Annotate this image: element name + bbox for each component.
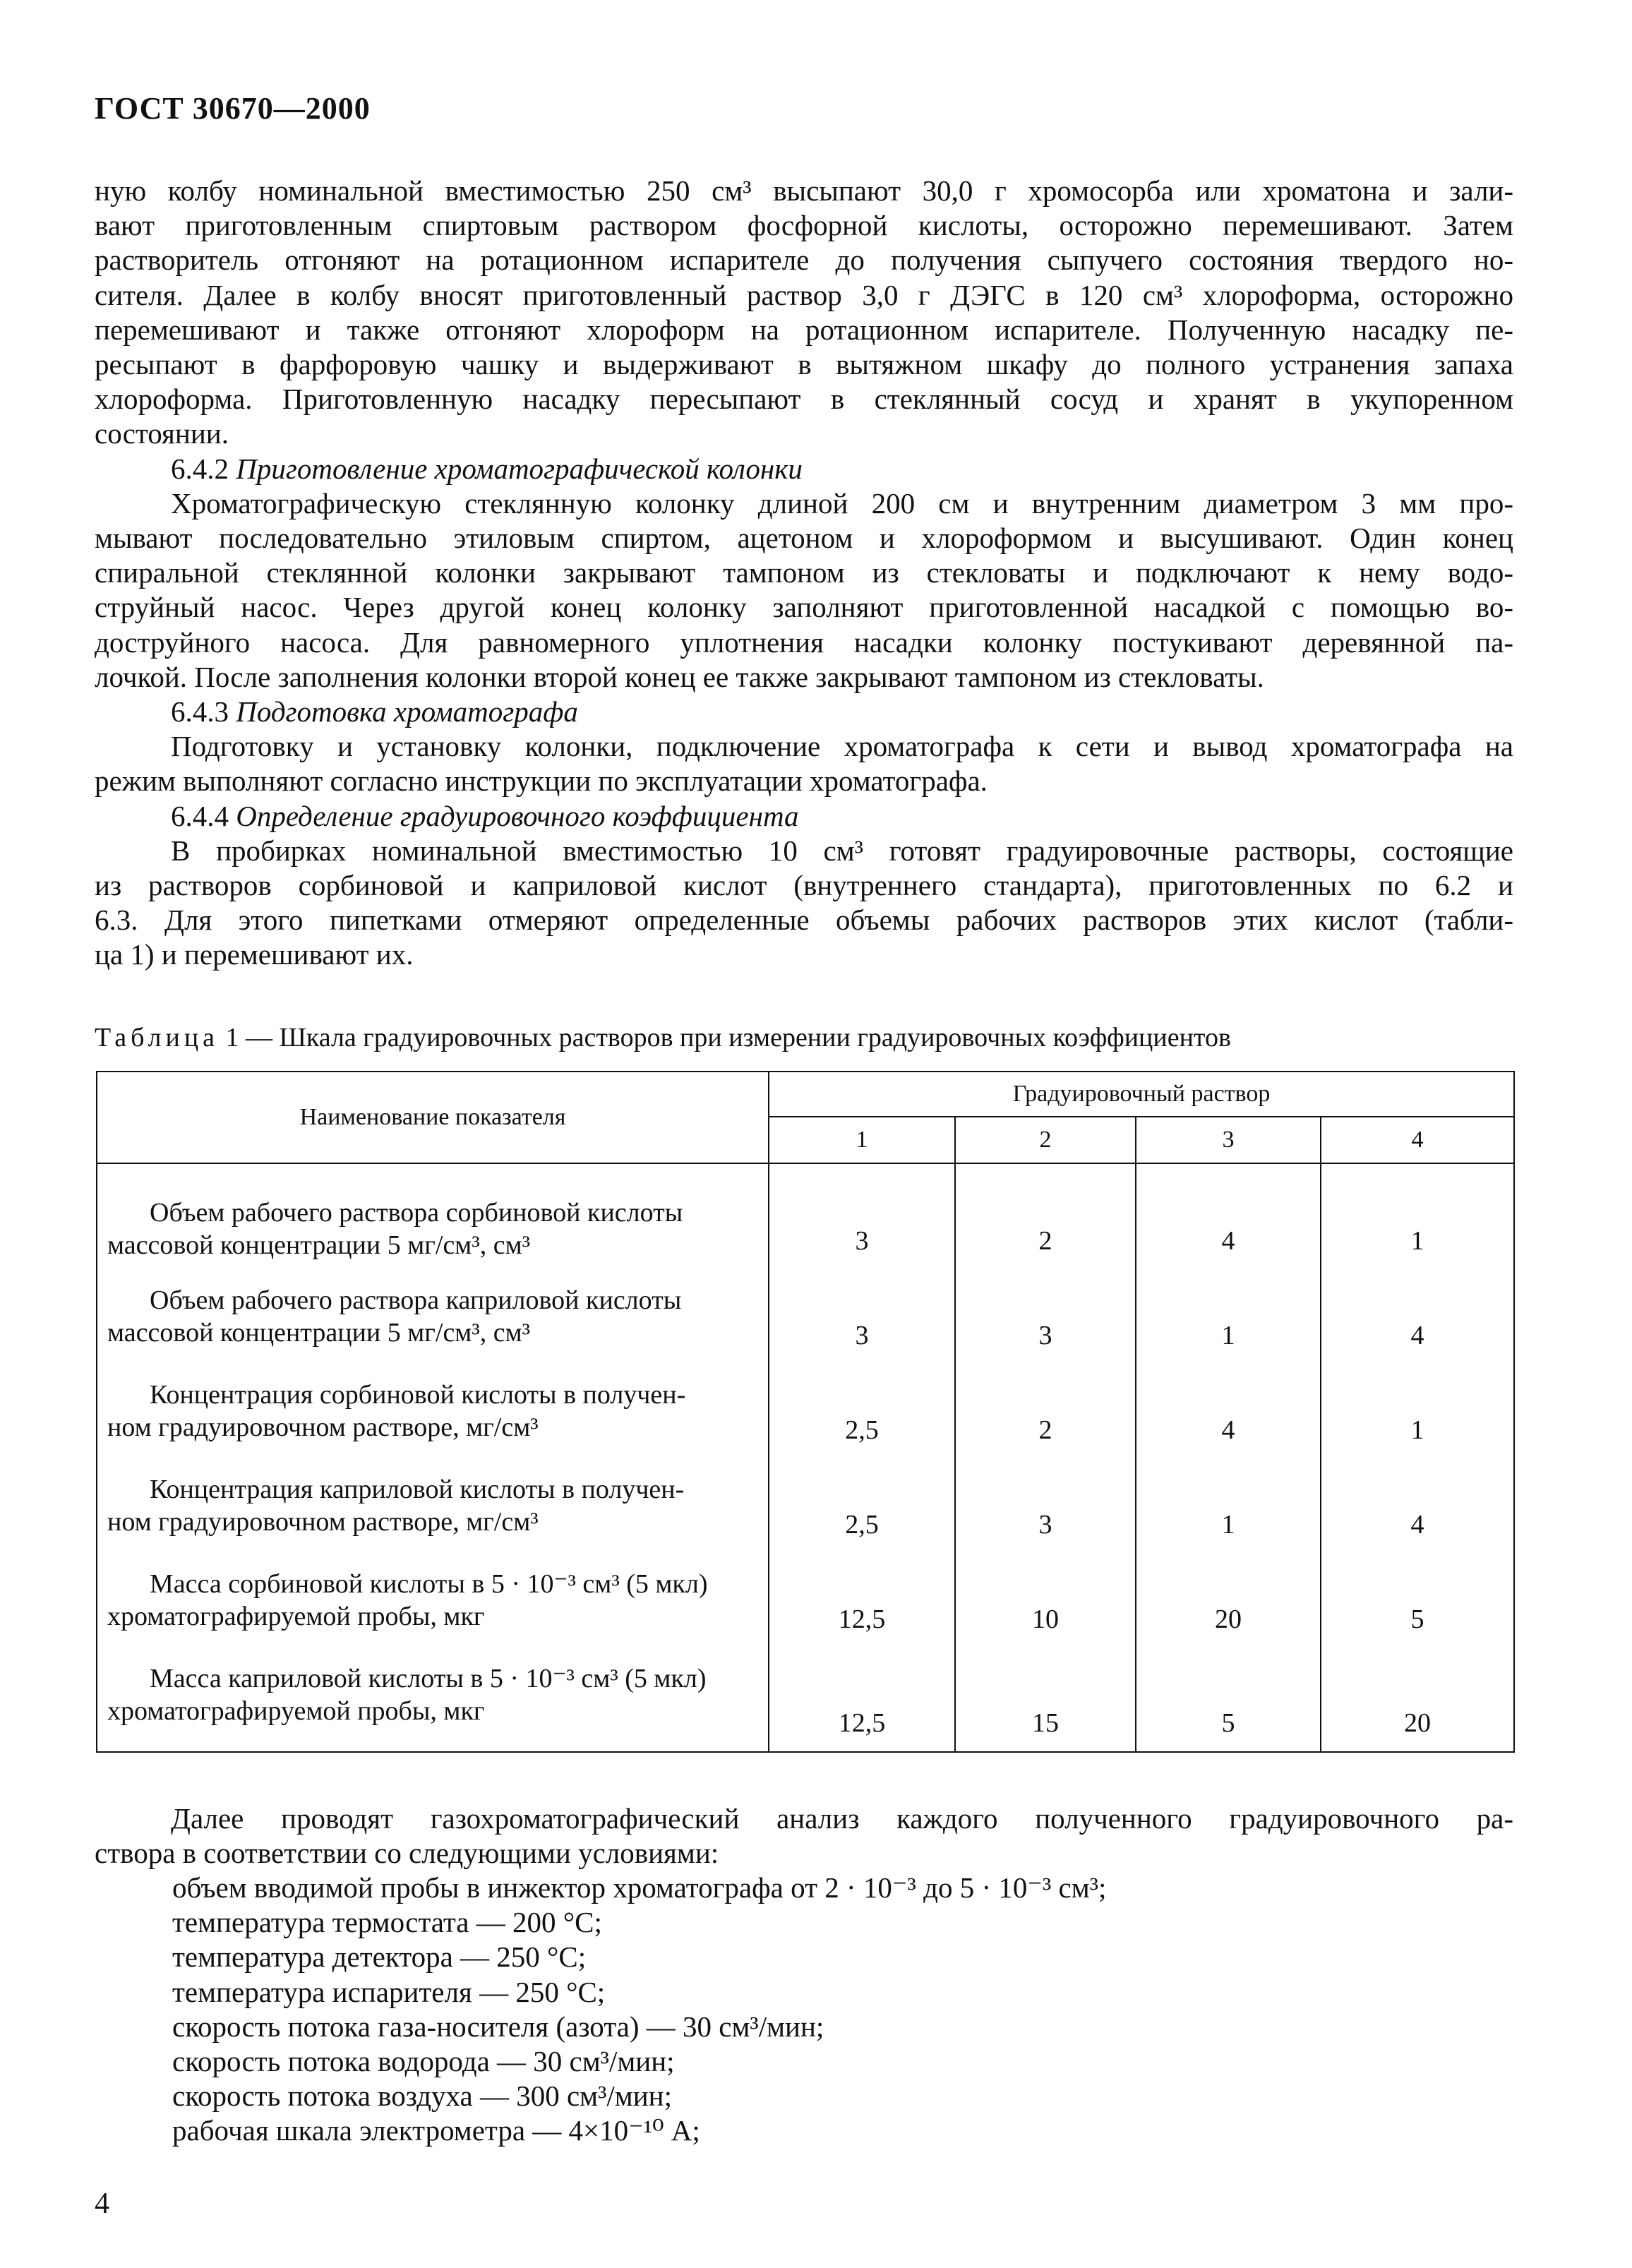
- section-heading-6-4-3: [95, 695, 1513, 729]
- table-row: [97, 1553, 1514, 1648]
- table-cell: 2,5: [769, 1458, 955, 1553]
- table-cell: 2,5: [769, 1364, 955, 1458]
- table-row: [97, 1269, 1514, 1364]
- text-line: ную колбу номинальной вместимостью 250 см³ высыпают 30,0 г хромосорба или хроматона и зали-: [95, 174, 1513, 207]
- parameter-name: Концентрация сорбиновой кислоты в получен- ном градуировочном растворе, мг/см³: [97, 1364, 769, 1458]
- table-caption-number: 1: [225, 1023, 239, 1052]
- text-line: режим выполняют согласно инструкции по эксплуатации хроматографа.: [95, 764, 988, 798]
- table-cell: 20: [1136, 1553, 1321, 1648]
- parameter-name: Объем рабочего раствора каприловой кислоты массовой концентрации 5 мг/см³, см³: [97, 1269, 769, 1364]
- section-title: Подготовка хроматографа: [236, 695, 578, 728]
- text-line: растворитель отгоняют на ротационном испарителе до получения сыпучего состояния твердого но-: [95, 244, 1513, 277]
- calibration-table: [96, 1071, 1515, 1753]
- text-line: струйный насос. Через другой конец колонку заполняют приготовленной насадкой с помощью во-: [95, 591, 1513, 624]
- text-line: мывают последовательно этиловым спиртом, ацетоном и хлороформом и высушивают. Один конец: [95, 522, 1513, 555]
- text-line: Далее проводят газохроматографический анализ каждого полученного градуировочного ра-: [171, 1802, 1513, 1835]
- table-cell: 4: [1321, 1269, 1514, 1364]
- condition-item: температура термостата — 200 °С;: [172, 1906, 602, 1939]
- text-line: 6.3. Для этого пипетками отмеряют определенные объемы рабочих растворов этих кислот (табли-: [95, 904, 1513, 937]
- header-column-3: 3: [1136, 1117, 1321, 1163]
- text-line: ресыпают в фарфоровую чашку и выдерживают в вытяжном шкафу до полного устранения запаха: [95, 348, 1513, 381]
- header-column-4: 4: [1321, 1117, 1514, 1163]
- document-header: ГОСТ 30670—2000: [95, 91, 371, 126]
- text-line: створа в соответствии со следующими условиями:: [95, 1837, 719, 1870]
- text-line: из растворов сорбиновой и каприловой кислот (внутреннего стандарта), приготовленных по 6.2 и: [95, 869, 1513, 902]
- table-cell: 2: [955, 1364, 1136, 1458]
- section-title: Определение градуировочного коэффициента: [236, 799, 799, 832]
- table-cell: 12,5: [769, 1648, 955, 1752]
- table-caption-text: — Шкала градуировочных растворов при измерении градуировочных коэффициентов: [246, 1023, 1231, 1052]
- text-line: В пробирках номинальной вместимостью 10 см³ готовят градуировочные растворы, состоящие: [171, 834, 1513, 867]
- text-line: спиральной стеклянной колонки закрывают тампоном из стекловаты и подключают к нему водо-: [95, 556, 1513, 589]
- table-cell: 15: [955, 1648, 1136, 1752]
- parameter-name: Масса каприловой кислоты в 5 · 10⁻³ см³ (5 мкл) хроматографируемой пробы, мкг: [97, 1648, 769, 1752]
- condition-item: рабочая шкала электрометра — 4×10⁻¹⁰ А;: [172, 2114, 700, 2147]
- table-row: [97, 1364, 1514, 1458]
- table-cell: 1: [1136, 1269, 1321, 1364]
- table-cell: 4: [1136, 1364, 1321, 1458]
- table-cell: 3: [955, 1458, 1136, 1553]
- table-caption-word: Таблица: [95, 1023, 220, 1052]
- condition-item: температура испарителя — 250 °С;: [172, 1975, 606, 2008]
- page-number: 4: [95, 2188, 109, 2220]
- condition-item: объем вводимой пробы в инжектор хроматографа от 2 · 10⁻³ до 5 · 10⁻³ см³;: [172, 1871, 1107, 1904]
- parameter-name: Масса сорбиновой кислоты в 5 · 10⁻³ см³ (5 мкл) хроматографируемой пробы, мкг: [97, 1553, 769, 1648]
- condition-item: скорость потока газа-носителя (азота) — 30 см³/мин;: [172, 2010, 824, 2043]
- condition-item: температура детектора — 250 °С;: [172, 1940, 587, 1974]
- header-column-1: 1: [769, 1117, 955, 1163]
- table-cell: 1: [1321, 1163, 1514, 1269]
- table-cell: 1: [1136, 1458, 1321, 1553]
- table-cell: 5: [1136, 1648, 1321, 1752]
- table-cell: 1: [1321, 1364, 1514, 1458]
- text-line: доструйного насоса. Для равномерного уплотнения насадки колонку постукивают деревянной па-: [95, 625, 1513, 659]
- text-line: перемешивают и также отгоняют хлороформ на ротационном испарителе. Полученную насадку пе-: [95, 313, 1513, 346]
- text-line: сителя. Далее в колбу вносят приготовленный раствор 3,0 г ДЭГС в 120 см³ хлороформа, осторожно: [95, 278, 1513, 311]
- condition-item: скорость потока воздуха — 300 см³/мин;: [172, 2080, 672, 2113]
- section-number: 6.4.2: [171, 452, 229, 485]
- text-line: хлороформа. Приготовленную насадку пересыпают в стеклянный сосуд и хранят в укупоренном: [95, 383, 1513, 416]
- table-cell: 3: [769, 1269, 955, 1364]
- table-cell: 20: [1321, 1648, 1514, 1752]
- table-cell: 4: [1136, 1163, 1321, 1269]
- text-line: лочкой. После заполнения колонки второй конец ее также закрывают тампоном из стекловаты.: [95, 660, 1264, 693]
- header-column-2: 2: [955, 1117, 1136, 1163]
- text-line: ца 1) и перемешивают их.: [95, 938, 414, 971]
- header-parameter-name: Наименование показателя: [97, 1072, 769, 1163]
- section-number: 6.4.4: [171, 799, 229, 832]
- text-line: вают приготовленным спиртовым раствором фосфорной кислоты, осторожно перемешивают. Затем: [95, 209, 1513, 242]
- text-line: состоянии.: [95, 417, 229, 450]
- analysis-paragraph: [95, 1801, 1513, 1871]
- header-calibration-solution: Градуировочный раствор: [769, 1072, 1514, 1117]
- conditions-list: [172, 1871, 1106, 2149]
- section-number: 6.4.3: [171, 695, 229, 728]
- section-title: Приготовление хроматографической колонки: [236, 452, 803, 485]
- table-cell: 10: [955, 1553, 1136, 1648]
- table-caption: [95, 1022, 1231, 1053]
- table-cell: 4: [1321, 1458, 1514, 1553]
- table-row: [97, 1163, 1514, 1269]
- parameter-name: Объем рабочего раствора сорбиновой кислоты массовой концентрации 5 мг/см³, см³: [97, 1163, 769, 1269]
- section-heading-6-4-2: [95, 452, 1513, 486]
- table-row: [97, 1458, 1514, 1553]
- table-cell: 3: [769, 1163, 955, 1269]
- parameter-name: Концентрация каприловой кислоты в получен- ном градуировочном растворе, мг/см³: [97, 1458, 769, 1553]
- table-cell: 2: [955, 1163, 1136, 1269]
- section-heading-6-4-4: [95, 799, 1513, 834]
- table-row: [97, 1648, 1514, 1752]
- table-cell: 5: [1321, 1553, 1514, 1648]
- table-cell: 3: [955, 1269, 1136, 1364]
- text-line: Подготовку и установку колонки, подключение хроматографа к сети и вывод хроматографа на: [171, 730, 1513, 763]
- table-cell: 12,5: [769, 1553, 955, 1648]
- condition-item: скорость потока водорода — 30 см³/мин;: [172, 2045, 675, 2078]
- text-line: Хроматографическую стеклянную колонку длиной 200 см и внутренним диаметром 3 мм про-: [171, 486, 1513, 520]
- intro-paragraph: [95, 174, 1513, 973]
